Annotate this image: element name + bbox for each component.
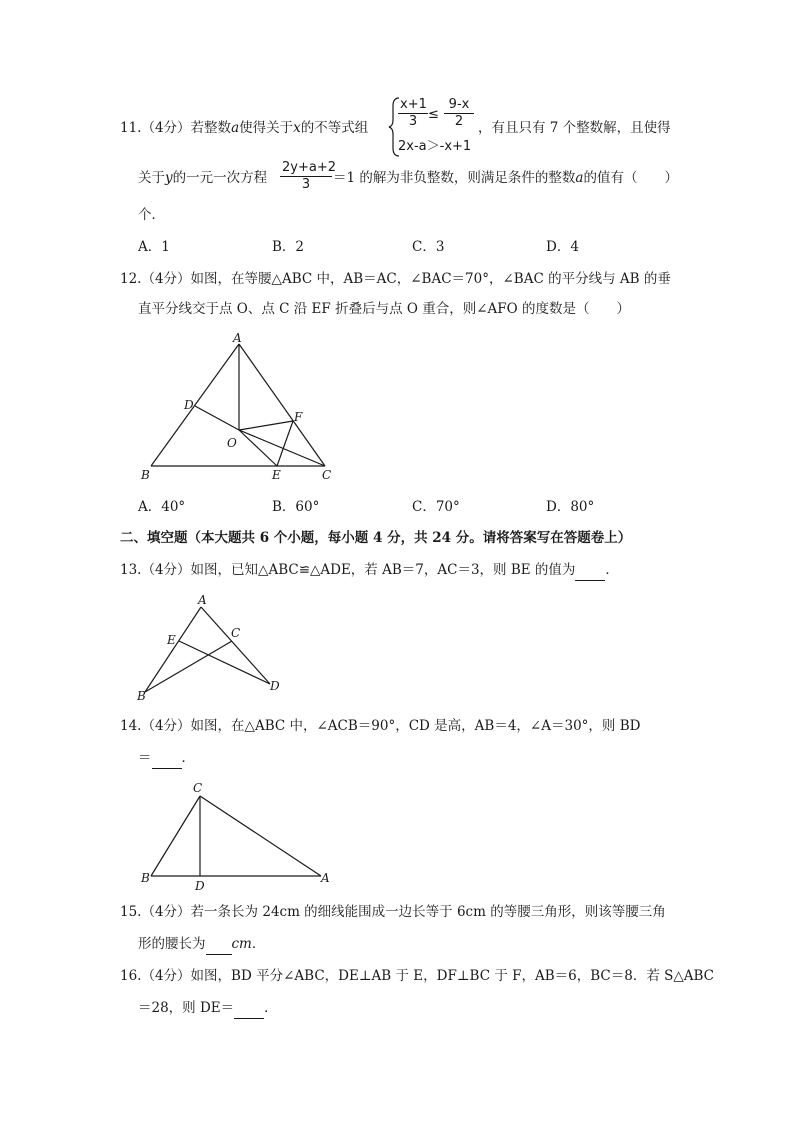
q11-text: ＝1 的解为非负整数，则满足条件的整数 — [333, 170, 576, 186]
q16-line1: 16.（4分）如图，BD 平分∠ABC，DE⊥AB 于 E，DF⊥BC 于 F，AB＝6，BC＝8．若 S△ABC — [120, 968, 714, 984]
q13-line1 — [120, 560, 619, 581]
q11-text: 的不等式组 — [300, 120, 369, 136]
line-do — [195, 406, 239, 430]
leq-sign: ≤ — [428, 107, 439, 122]
q14-text: ． — [181, 750, 195, 766]
q11-text: ，有且只有 7 个整数解，且使得 — [478, 120, 671, 136]
q11-text: 关于 — [138, 170, 165, 186]
line-ab — [145, 607, 201, 692]
q11-option-a[interactable]: A．1 — [138, 239, 170, 255]
label-d: D — [184, 398, 194, 412]
label-d: D — [270, 679, 280, 693]
answer-blank[interactable] — [206, 934, 232, 955]
unit: cm — [231, 936, 252, 952]
label-b: B — [137, 689, 146, 703]
q16-text: ＝28，则 DE＝ — [138, 1000, 235, 1016]
q11-inequality-2: 2x-a＞-x+1 — [398, 139, 472, 154]
q11-option-c[interactable]: C．3 — [412, 239, 445, 255]
q12-figure — [135, 330, 345, 485]
line-ed — [179, 641, 270, 684]
var-a: a — [231, 120, 240, 136]
answer-blank[interactable] — [575, 560, 605, 581]
q12-option-b[interactable]: B．60° — [272, 499, 320, 515]
q14-figure — [135, 776, 340, 892]
label-a: A — [198, 593, 207, 607]
answer-blank[interactable] — [234, 998, 264, 1019]
q11-line3: 个． — [138, 207, 165, 223]
q12-line2: 直平分线交于点 O、点 C 沿 EF 折叠后与点 O 重合，则∠AFO 的度数是（ ） — [138, 301, 631, 317]
q14-line1: 14.（4分）如图，在△ABC 中，∠ACB＝90°，CD 是高，AB＝4，∠A＝30°，则 BD — [120, 718, 641, 734]
label-a: A — [321, 871, 330, 885]
line-of — [239, 421, 293, 430]
q15-text: ． — [251, 936, 266, 952]
q12-option-d[interactable]: D．80° — [546, 499, 595, 515]
q13-text: ． — [605, 562, 619, 578]
line-oe — [239, 430, 277, 466]
line-bc — [145, 641, 232, 692]
label-f: F — [294, 410, 303, 424]
label-c: C — [231, 626, 241, 640]
line-ad — [201, 607, 270, 684]
var-a: a — [575, 170, 584, 186]
fraction-denominator: 3 — [408, 114, 418, 129]
fraction-denominator: 3 — [301, 177, 311, 192]
side-ab — [151, 344, 239, 466]
q11-fraction-left — [398, 97, 428, 130]
var-x: x — [293, 120, 301, 136]
q12-option-c[interactable]: C．70° — [412, 499, 460, 515]
q13-figure — [135, 592, 290, 704]
label-c: C — [193, 781, 203, 795]
q11-fraction-right — [444, 97, 474, 130]
var-y: y — [165, 170, 173, 186]
q14-line2 — [138, 748, 195, 769]
q15-text: 形的腰长为 — [138, 936, 206, 952]
label-e: E — [167, 633, 176, 647]
side-ca — [200, 796, 321, 876]
q11-text: 的一元一次方程 — [172, 170, 268, 186]
label-b: B — [141, 468, 150, 482]
section-heading: 二、填空题（本大题共 6 个小题，每小题 4 分，共 24 分。请将答案写在答题卷上） — [120, 530, 632, 546]
label-o: O — [227, 436, 237, 450]
fraction-numerator: 2y+a+2 — [282, 160, 336, 175]
q11-line2-rest — [333, 168, 678, 188]
q11-text: 的值有（ ） — [583, 170, 678, 186]
q11-option-b[interactable]: B．2 — [272, 239, 305, 255]
label-c: C — [322, 468, 332, 482]
answer-blank[interactable] — [152, 748, 182, 769]
fraction-numerator: 9-x — [444, 97, 474, 114]
fraction-denominator: 2 — [454, 114, 464, 129]
fraction-numerator: x+1 — [400, 97, 427, 112]
label-b: B — [141, 871, 150, 885]
side-cb — [151, 796, 200, 876]
q11-line2 — [138, 168, 267, 188]
q11-option-d[interactable]: D．4 — [546, 239, 579, 255]
q12-line1: 12.（4分）如图，在等腰△ABC 中，AB＝AC，∠BAC＝70°，∠BAC 的平分线与 AB 的垂 — [120, 271, 671, 287]
label-d: D — [195, 879, 205, 892]
q11-text: 使得关于 — [239, 120, 294, 136]
q11-line1 — [120, 118, 368, 138]
q13-text: 13.（4分）如图，已知△ABC≌△ADE，若 AB＝7，AC＝3，则 BE 的值为 — [120, 562, 576, 578]
q16-text: ． — [264, 1000, 278, 1016]
q12-option-a[interactable]: A．40° — [138, 499, 186, 515]
q11-number: 11.（4分）若整数 — [120, 120, 232, 136]
q14-text: ＝ — [138, 750, 152, 766]
q15-line1: 15.（4分）若一条长为 24cm 的细线能围成一边长等于 6cm 的等腰三角形，则该等腰三角 — [120, 904, 666, 920]
q11-equation-fraction — [280, 160, 336, 193]
label-e: E — [272, 468, 281, 482]
q16-line2 — [138, 998, 278, 1019]
q15-line2 — [138, 934, 265, 955]
fold-ef — [277, 421, 293, 466]
label-a: A — [233, 331, 242, 345]
